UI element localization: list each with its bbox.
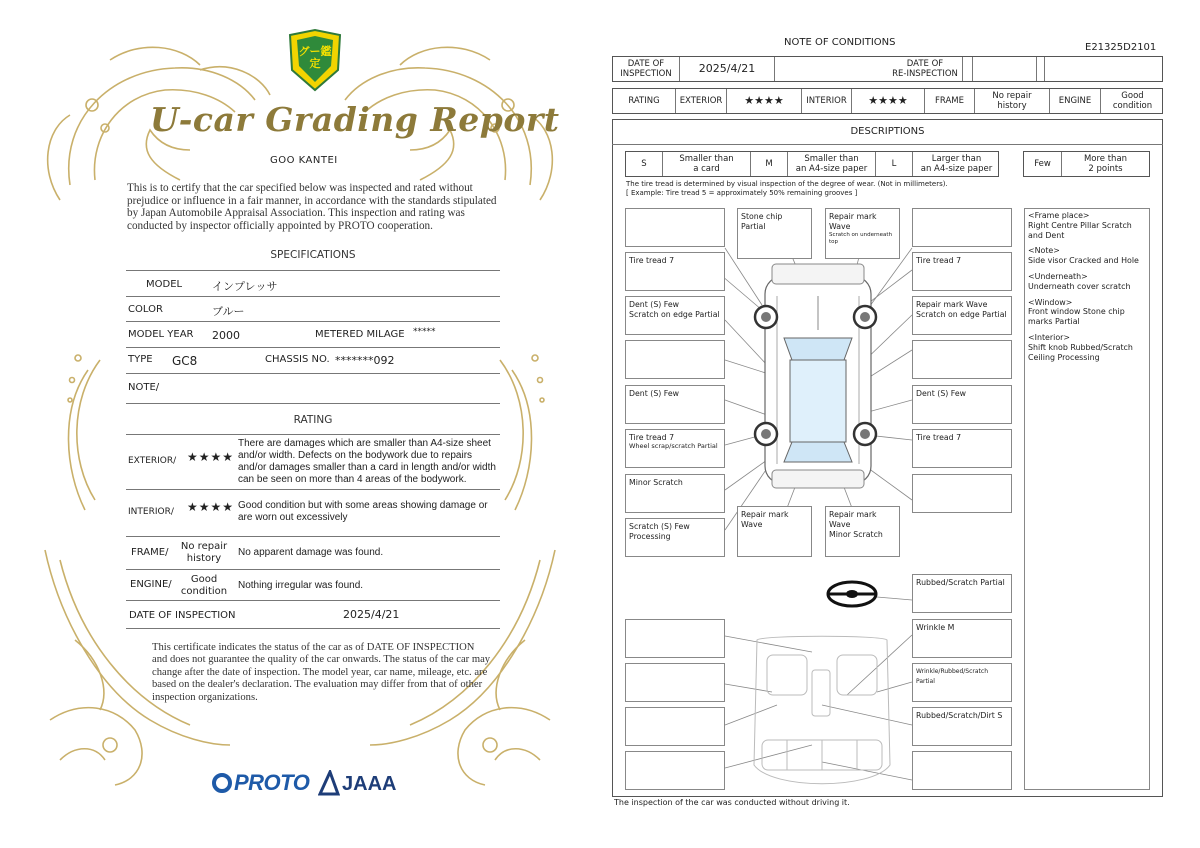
rating-title: RATING [293, 414, 333, 426]
note-box [625, 340, 725, 379]
divider [126, 489, 500, 490]
metered-milage-value: ***** [413, 327, 436, 337]
note-box [625, 663, 725, 702]
note-box [625, 619, 725, 658]
note-box [912, 208, 1012, 247]
frame-desc: No apparent damage was found. [238, 547, 384, 558]
model-year-label: MODEL YEAR [128, 329, 194, 340]
note-box: Scratch (S) Few Processing [625, 518, 725, 557]
chassis-value: *******092 [335, 354, 395, 367]
metered-milage-label: METERED MILAGE [315, 329, 405, 340]
note-box: Tire tread 7 [912, 252, 1012, 291]
exterior-label: EXTERIOR [676, 89, 727, 113]
tire-note-example: [ Example: Tire tread 5 = approximately 50% remaining grooves ] [626, 189, 858, 197]
note-box [625, 751, 725, 790]
divider [126, 628, 500, 629]
note-box: Minor Scratch [625, 474, 725, 513]
frame-value: No repair history [975, 89, 1050, 113]
panel-item-underneath: <Underneath> Underneath cover scratch [1028, 271, 1131, 291]
panel-item-note: <Note> Side visor Cracked and Hole [1028, 246, 1139, 266]
note-box: Dent (S) Few [625, 385, 725, 424]
divider [126, 373, 500, 374]
engine-value: Good condition [1112, 91, 1153, 111]
note-box: Wrinkle M [912, 619, 1012, 658]
chassis-label: CHASSIS NO. [265, 354, 330, 365]
note-box [625, 208, 725, 247]
note-label: NOTE/ [128, 382, 160, 393]
engine-label: ENGINE/ [130, 579, 172, 590]
note-box: Repair mark Wave [737, 506, 812, 557]
type-label: TYPE [128, 354, 153, 365]
note-box: Tire tread 7 [912, 429, 1012, 468]
exterior-label: EXTERIOR/ [128, 456, 177, 466]
inspection-footer: The inspection of the car was conducted without driving it. [614, 798, 850, 807]
condition-details-panel [1024, 208, 1150, 790]
note-box [912, 474, 1012, 513]
descriptions-title: DESCRIPTIONS [850, 126, 925, 137]
note-box: Tire tread 7 Wheel scrap/scratch Partial [625, 429, 725, 468]
exterior-stars: ★★★★ [187, 450, 235, 464]
size-legend [625, 151, 999, 177]
interior-label: INTERIOR [802, 89, 852, 113]
legend-m-desc: Smaller than an A4-size paper [788, 152, 876, 176]
date-label: DATE OF INSPECTION [129, 610, 236, 621]
type-value: GC8 [172, 354, 198, 368]
legend-s-desc: Smaller than a card [663, 152, 751, 176]
engine-value: Good condition [180, 574, 228, 597]
reinspection-value [963, 57, 1037, 81]
divider [126, 321, 500, 322]
empty-cell [775, 57, 901, 81]
car-interior-icon [754, 636, 890, 784]
note-box: Dent (S) Few [912, 385, 1012, 424]
divider [126, 600, 500, 601]
note-box: Rubbed/Scratch Partial [912, 574, 1012, 613]
divider [126, 434, 500, 435]
legend-s: S [626, 152, 663, 176]
frame-label: FRAME/ [131, 547, 169, 558]
reinspection-label: DATE OF RE-INSPECTION [888, 57, 963, 81]
steering-wheel-icon [828, 582, 876, 606]
panel-item-frame: <Frame place> Right Centre Pillar Scratch and Dent [1028, 211, 1132, 240]
badge-text: グー鑑定 [298, 45, 332, 70]
footer-text: This certificate indicates the status of the car as of DATE OF INSPECTION and does not guarantee the quality of the car onwards. The status of the car may change after the date of inspection. The model year, car name, mileage, etc. are based on the dealer's declaration. The evaluation may differ from that of other inspection organizations. [152, 642, 491, 703]
report-title: U-car Grading Report [150, 100, 560, 139]
legend-m: M [751, 152, 788, 176]
interior-stars: ★★★★ [852, 89, 925, 113]
rating-label: RATING [613, 89, 676, 113]
divider [126, 296, 500, 297]
inspection-date-row [612, 56, 1163, 82]
interior-label: INTERIOR/ [128, 507, 174, 517]
color-label: COLOR [128, 304, 163, 315]
tire-note: The tire tread is determined by visual inspection of the degree of wear. (Not in millimeters). [626, 180, 948, 188]
engine-label: ENGINE [1050, 89, 1101, 113]
report-subtitle: GOO KANTEI [270, 155, 338, 166]
note-box: Dent (S) Few Scratch on edge Partial [625, 296, 725, 335]
certify-text: This is to certify that the car specified below was inspected and rated without prejudice or influence in a fair manner, in accordance with the standards stipulated by Japan Automobile Appraisal Association. This inspection and rating was conducted by inspector officially appointed by PROTO cooperation. [127, 182, 497, 232]
legend-l-desc: Larger than an A4-size paper [920, 154, 993, 174]
note-box [625, 707, 725, 746]
jaaa-logo-icon [318, 770, 340, 796]
date-of-inspection-label: DATE OF INSPECTION [613, 57, 680, 81]
divider [126, 403, 500, 404]
divider [612, 144, 1163, 145]
report-id: E21325D2101 [1085, 42, 1157, 53]
note-box: Tire tread 7 [625, 252, 725, 291]
jaaa-logo: JAAA [342, 773, 397, 795]
exterior-desc: There are damages which are smaller than A4-size sheet and/or width. Defects on the bodywork due to repairs and/or damages smaller than a card in length and/or width can be seen on more than 4 areas of the bodywork. [238, 438, 496, 485]
divider [126, 569, 500, 570]
date-value: 2025/4/21 [343, 608, 400, 621]
note-box: Wrinkle/Rubbed/Scratch Partial [912, 663, 1012, 702]
interior-desc: Good condition but with some areas showing damage or are worn out excessively [238, 500, 488, 523]
divider [126, 347, 500, 348]
interior-stars: ★★★★ [187, 500, 235, 514]
few-legend [1023, 151, 1150, 177]
proto-logo: PROTO [234, 770, 310, 795]
legend-few-desc: More than 2 points [1083, 154, 1128, 174]
note-box: Repair mark Wave Scratch on underneath top [825, 208, 900, 259]
legend-l: L [876, 152, 913, 176]
date-of-inspection-value: 2025/4/21 [680, 57, 775, 81]
note-box: Rubbed/Scratch/Dirt S [912, 707, 1012, 746]
conditions-title: NOTE OF CONDITIONS [784, 37, 896, 48]
model-year-value: 2000 [212, 329, 240, 342]
note-box [912, 751, 1012, 790]
exterior-stars: ★★★★ [727, 89, 802, 113]
panel-item-interior: <Interior> Shift knob Rubbed/Scratch Ceiling Processing [1028, 332, 1133, 362]
empty-cell [1037, 57, 1164, 81]
note-box: Repair mark Wave Scratch on edge Partial [912, 296, 1012, 335]
note-box: Repair mark Wave Minor Scratch [825, 506, 900, 557]
panel-item-window: <Window> Front window Stone chip marks Partial [1028, 297, 1125, 327]
divider [126, 270, 500, 271]
frame-value: No repair history [180, 541, 228, 564]
car-top-view-icon [755, 264, 876, 488]
note-box [912, 340, 1012, 379]
model-label: MODEL [146, 279, 183, 290]
specifications-title: SPECIFICATIONS [270, 249, 356, 261]
note-box: Stone chip Partial [737, 208, 812, 259]
legend-few: Few [1024, 152, 1062, 176]
rating-row [612, 88, 1163, 114]
proto-logo-icon [212, 773, 232, 795]
model-value: インプレッサ [212, 280, 278, 293]
color-value: ブルー [212, 305, 245, 318]
frame-label: FRAME [925, 89, 975, 113]
engine-desc: Nothing irregular was found. [238, 580, 364, 591]
divider [126, 536, 500, 537]
